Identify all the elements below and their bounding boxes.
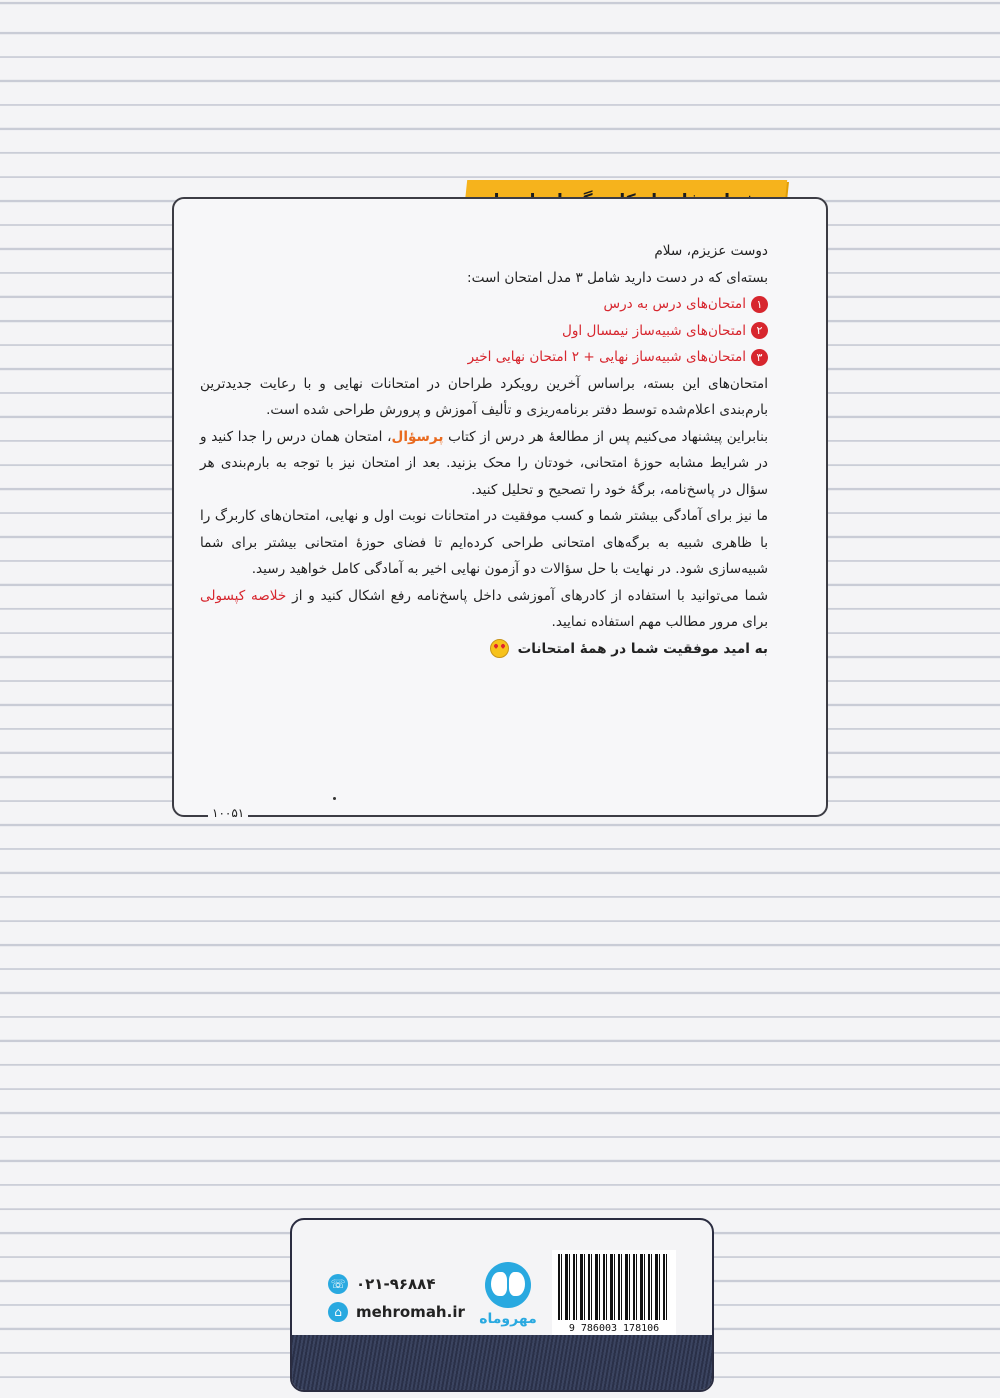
- instructions-content: [200, 238, 768, 662]
- label-base-strip: [292, 1335, 712, 1390]
- phone-icon: ☏: [328, 1274, 348, 1294]
- contact-info: [328, 1270, 465, 1326]
- barcode: [552, 1250, 676, 1340]
- butterfly-icon: [485, 1262, 531, 1308]
- isbn-number: 9 786003 178106: [568, 1323, 660, 1334]
- greeting: دوست عزیزم، سلام: [654, 243, 768, 259]
- brand-name: پرسؤال: [391, 428, 444, 445]
- paragraph-4: شما می‌توانید با استفاده از کادرهای آموزشی داخل پاسخ‌نامه رفع اشکال کنید و از خلاصه کپسولی برای مرور مطالب مهم استفاده نمایید.: [200, 587, 768, 630]
- number-badge: ۳: [751, 349, 768, 366]
- back-cover-label: [290, 1218, 714, 1392]
- page-code: ۱۰۰۵۱: [208, 806, 248, 820]
- website-row: [328, 1298, 465, 1326]
- list-item: ۳امتحان‌های شبیه‌ساز نهایی + ۲ امتحان نهایی اخیر: [200, 344, 768, 371]
- home-icon: ⌂: [328, 1302, 348, 1322]
- list-item: ۲امتحان‌های شبیه‌ساز نیمسال اول: [200, 318, 768, 345]
- pen-dot: [333, 797, 336, 800]
- publisher-name: مهروماه: [479, 1311, 537, 1327]
- phone-number: ۰۲۱-۹۶۸۸۴: [356, 1275, 436, 1293]
- number-badge: ۲: [751, 322, 768, 339]
- heart-eyes-emoji-icon: [490, 639, 509, 658]
- publisher-logo: [472, 1262, 544, 1327]
- paragraph-3: ما نیز برای آمادگی بیشتر شما و کسب موفقیت در امتحانات نوبت اول و نهایی، امتحان‌های کاربرگ را با ظاهری شبیه به برگه‌های امتحانی طراحی کرده‌ایم تا فضای حوزهٔ امتحانی بیشتر برای شما شبیه‌سازی شود. در نهایت با حل سؤالات دو آزمون نهایی اخیر به آمادگی کامل خواهید رسید.: [200, 508, 768, 577]
- list-item: ۱امتحان‌های درس به درس: [200, 291, 768, 318]
- lead-text: بسته‌ای که در دست دارید شامل ۳ مدل امتحان است:: [467, 269, 768, 286]
- phone-row: [328, 1270, 465, 1298]
- paragraph-2: بنابراین پیشنهاد می‌کنیم پس از مطالعهٔ هر درس از کتاب پرسؤال، امتحان همان درس را جدا کنید و در شرایط مشابه حوزهٔ امتحانی، خودتان را محک بزنید. بعد از امتحان نیز با توجه به بارم‌بندی هر سؤال در پاسخ‌نامه، برگهٔ خود را تصحیح و تحلیل کنید.: [200, 428, 768, 498]
- barcode-bars: [558, 1254, 670, 1320]
- website-link[interactable]: mehromah.ir: [356, 1303, 465, 1321]
- paragraph-1: امتحان‌های این بسته، براساس آخرین رویکرد طراحان در امتحانات نهایی و با رعایت جدیدترین بارم‌بندی اعلام‌شده توسط دفتر برنامه‌ریزی و تألیف آموزش و پرورش طراحی شده است.: [200, 375, 768, 418]
- number-badge: ۱: [751, 296, 768, 313]
- capsule-summary-label: خلاصه کپسولی: [200, 587, 287, 604]
- closing-line: به امید موفقیت شما در همهٔ امتحانات: [200, 636, 768, 663]
